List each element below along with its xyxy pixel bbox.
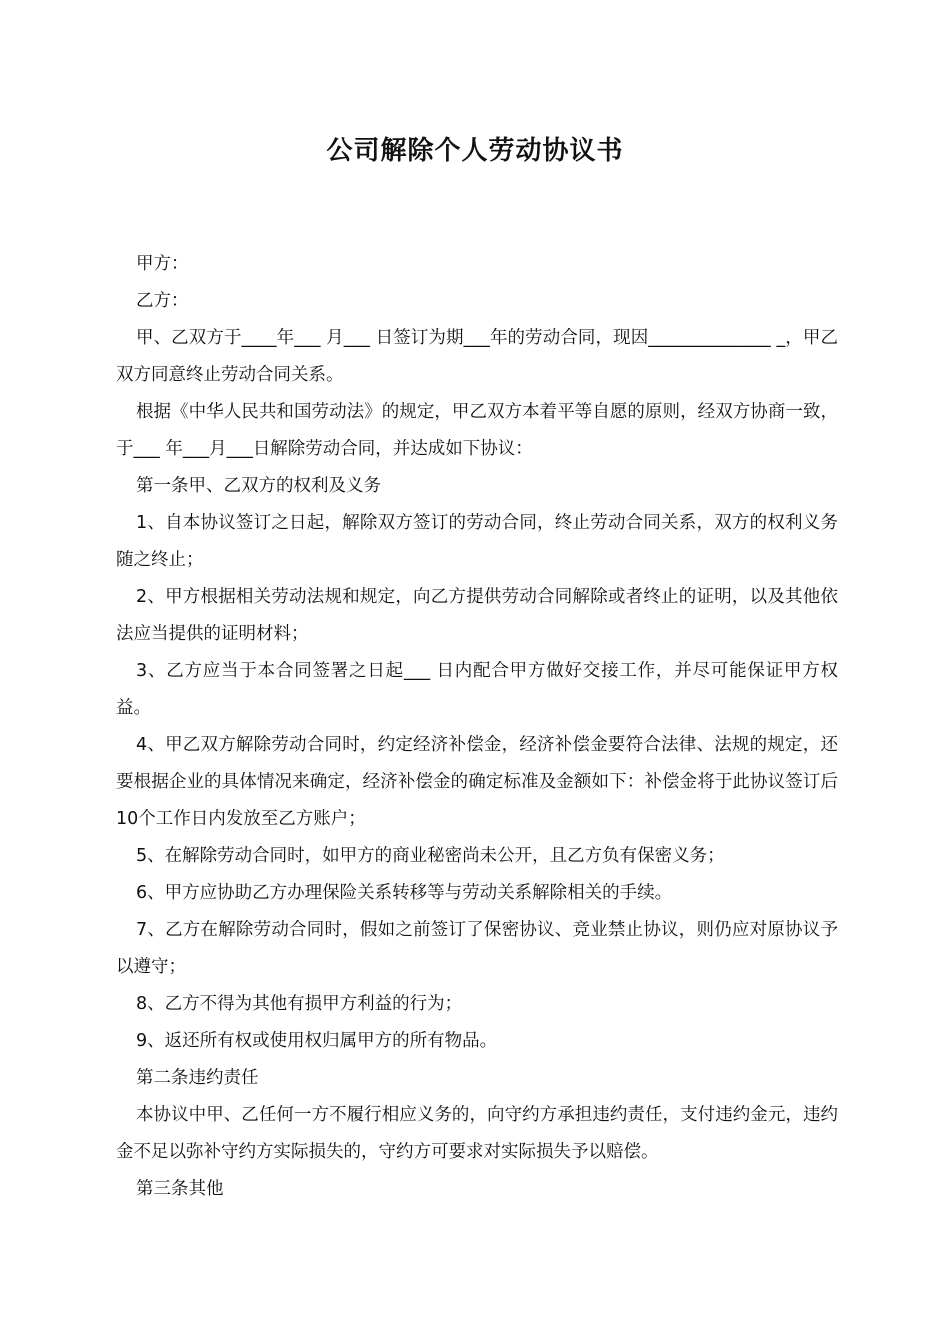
clause-6: 6、甲方应协助乙方办理保险关系转移等与劳动关系解除相关的手续。	[136, 883, 673, 903]
clause-2: 2、甲方根据相关劳动法规和规定，向乙方提供劳动合同解除或者终止的证明，以及其他依法应当提供的证明材料；	[116, 587, 838, 644]
legal-basis-paragraph: 根据《中华人民共和国劳动法》的规定，甲乙双方本着平等自愿的原则，经双方协商一致，于___ 年___月___日解除劳动合同，并达成如下协议：	[116, 402, 838, 459]
party-b-line: 乙方：	[136, 291, 189, 311]
clause-8: 8、乙方不得为其他有损甲方利益的行为；	[136, 994, 463, 1014]
clause-3: 3、乙方应当于本合同签署之日起___ 日内配合甲方做好交接工作，并尽可能保证甲方权益。	[116, 661, 838, 718]
clause-9: 9、返还所有权或使用权归属甲方的所有物品。	[136, 1031, 498, 1051]
article-3-heading: 第三条其他	[136, 1179, 224, 1199]
clause-4: 4、甲乙双方解除劳动合同时，约定经济补偿金，经济补偿金要符合法律、法规的规定，还要根据企业的具体情况来确定，经济补偿金的确定标准及金额如下：补偿金将于此协议签订后10个工作日内发放至乙方账户；	[116, 735, 838, 829]
clause-7: 7、乙方在解除劳动合同时，假如之前签订了保密协议、竞业禁止协议，则仍应对原协议予以遵守；	[116, 920, 838, 977]
breach-liability-paragraph: 本协议中甲、乙任何一方不履行相应义务的，向守约方承担违约责任，支付违约金元，违约金不足以弥补守约方实际损失的，守约方可要求对实际损失予以赔偿。	[116, 1105, 838, 1162]
article-1-heading: 第一条甲、乙双方的权利及义务	[136, 476, 381, 496]
clause-1: 1、自本协议签订之日起，解除双方签订的劳动合同，终止劳动合同关系，双方的权利义务随之终止；	[116, 513, 838, 570]
document-title: 公司解除个人劳动协议书	[326, 136, 624, 166]
article-2-heading: 第二条违约责任	[136, 1068, 259, 1088]
document-body	[116, 246, 838, 1208]
contract-intro-paragraph: 甲、乙双方于____年___ 月___ 日签订为期___年的劳动合同，现因______________ _，甲乙双方同意终止劳动合同关系。	[116, 328, 838, 385]
party-a-line: 甲方：	[136, 254, 189, 274]
clause-5: 5、在解除劳动合同时，如甲方的商业秘密尚未公开，且乙方负有保密义务；	[136, 846, 725, 866]
